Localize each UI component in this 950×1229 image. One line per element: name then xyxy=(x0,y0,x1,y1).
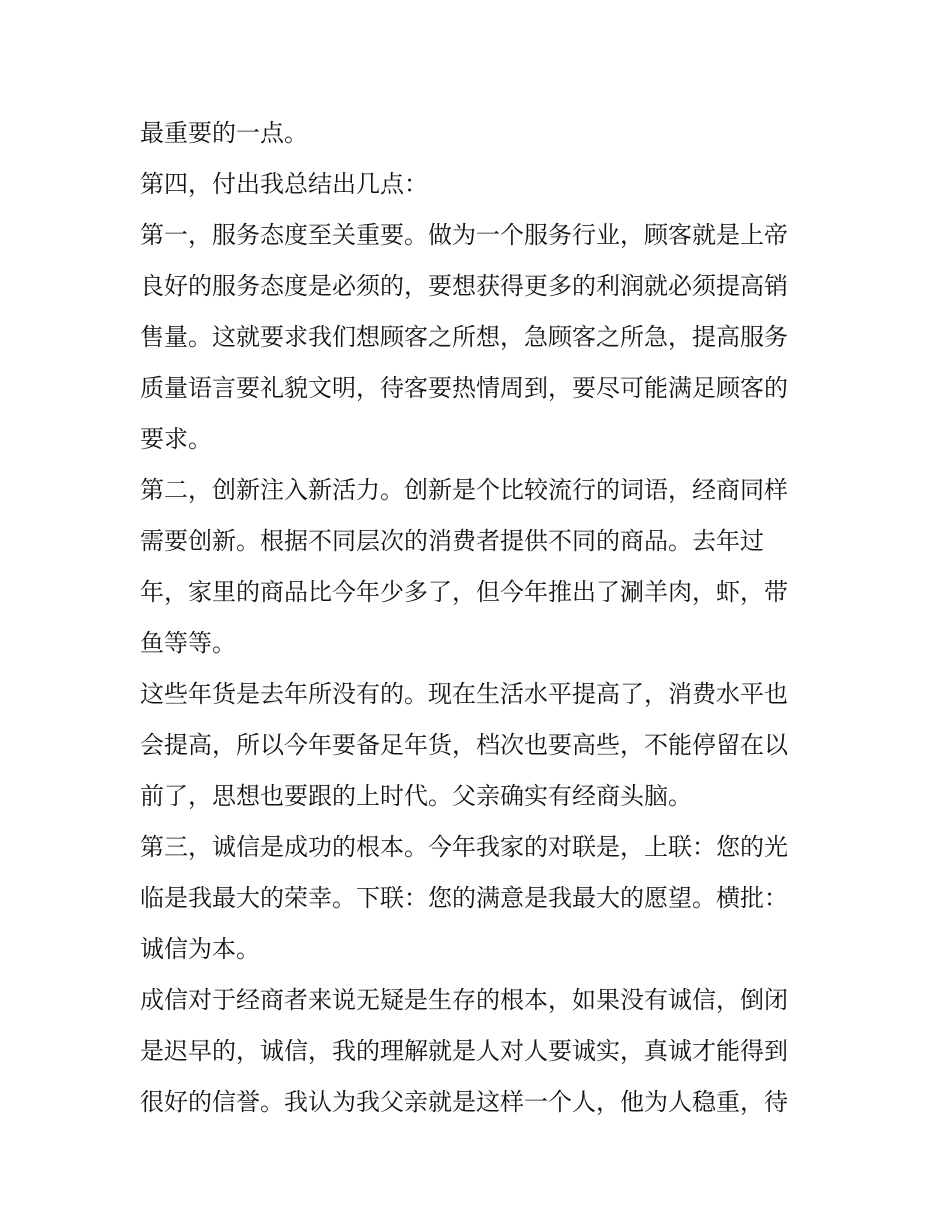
text-line: 诚信为本。 xyxy=(140,935,260,963)
text-line: 质量语言要礼貌文明，待客要热情周到，要尽可能满足顾客的 xyxy=(140,374,788,402)
text-line: 需要创新。根据不同层次的消费者提供不同的商品。去年过 xyxy=(140,527,764,555)
text-line: 要求。 xyxy=(140,425,212,453)
text-line: 鱼等等。 xyxy=(140,629,236,657)
text-line: 售量。这就要求我们想顾客之所想，急顾客之所急，提高服务 xyxy=(140,323,788,351)
text-line: 最重要的一点。 xyxy=(140,119,308,147)
text-line: 第四，付出我总结出几点： xyxy=(140,170,428,198)
text-line: 是迟早的，诚信，我的理解就是人对人要诚实，真诚才能得到 xyxy=(140,1037,788,1065)
text-line: 第三，诚信是成功的根本。今年我家的对联是，上联：您的光 xyxy=(140,833,788,861)
body-text xyxy=(140,108,820,1128)
text-line: 临是我最大的荣幸。下联：您的满意是我最大的愿望。横批： xyxy=(140,884,788,912)
text-line: 第二，创新注入新活力。创新是个比较流行的词语，经商同样 xyxy=(140,476,788,504)
text-line: 成信对于经商者来说无疑是生存的根本，如果没有诚信，倒闭 xyxy=(140,986,788,1014)
text-line: 第一，服务态度至关重要。做为一个服务行业，顾客就是上帝 xyxy=(140,221,788,249)
text-line: 年，家里的商品比今年少多了，但今年推出了涮羊肉，虾，带 xyxy=(140,578,788,606)
text-line: 会提高，所以今年要备足年货，档次也要高些，不能停留在以 xyxy=(140,731,788,759)
text-line: 良好的服务态度是必须的，要想获得更多的利润就必须提高销 xyxy=(140,272,788,300)
text-line: 这些年货是去年所没有的。现在生活水平提高了，消费水平也 xyxy=(140,680,788,708)
text-line: 前了，思想也要跟的上时代。父亲确实有经商头脑。 xyxy=(140,782,692,810)
text-line: 很好的信誉。我认为我父亲就是这样一个人，他为人稳重，待 xyxy=(140,1088,788,1116)
